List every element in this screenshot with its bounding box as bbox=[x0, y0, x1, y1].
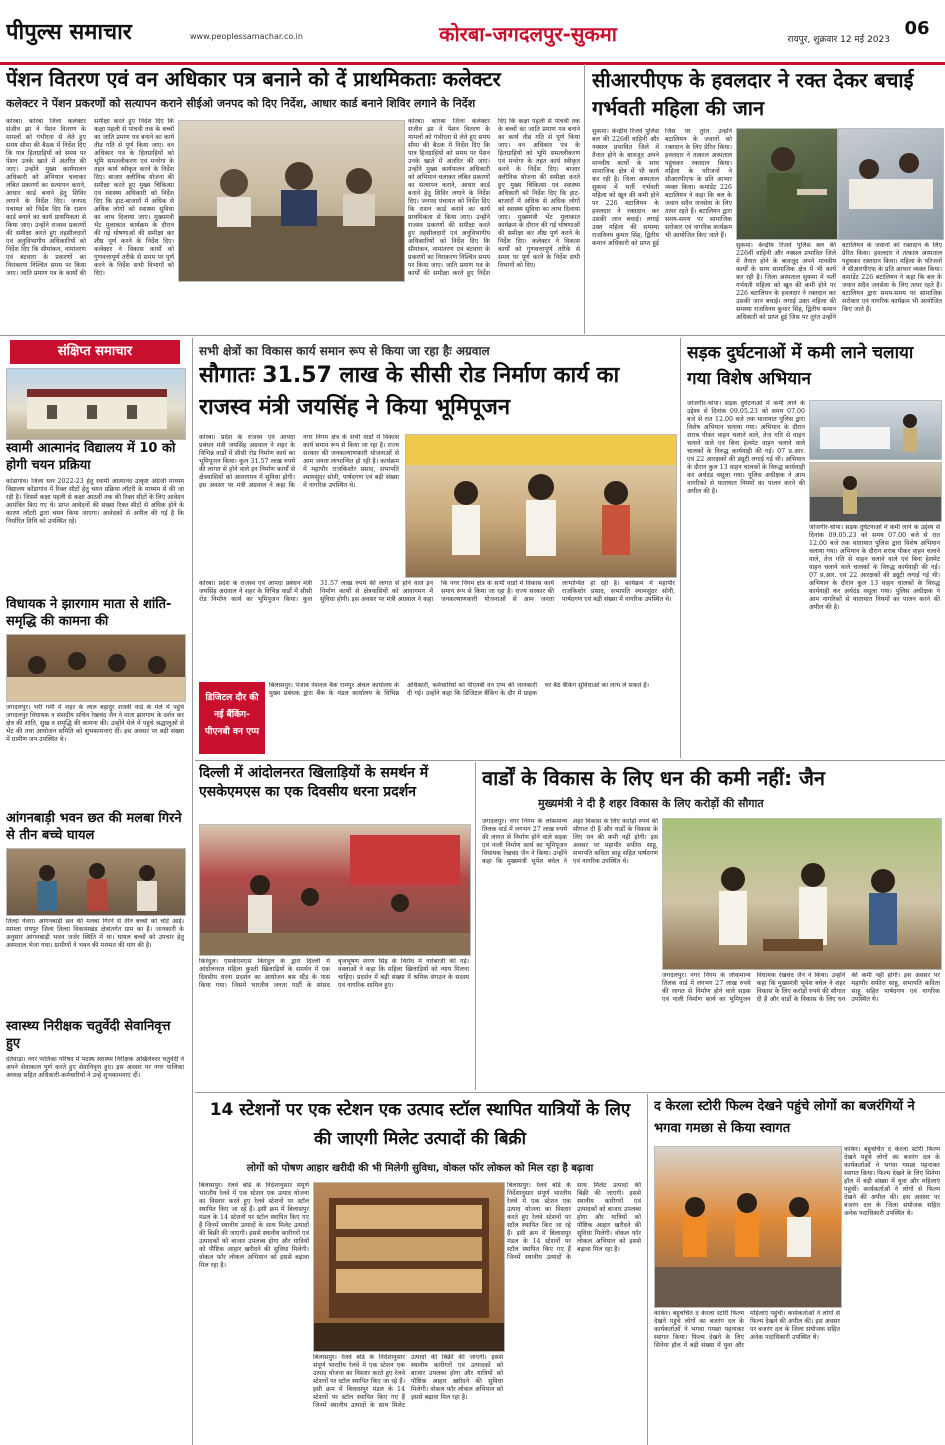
pension-headline: पेंशन वितरण एवं वन अधिकार पत्र बनाने को दें प्राथमिकताः कलेक्टर bbox=[6, 67, 501, 91]
millet-body-b: बिलासपुर। रेलवे बोर्ड के निर्देशानुसार संपूर्ण भारतीय रेलवे में एक स्टेशन एक उत्पाद योजना का विस्तार करते हुए रेलवे स्टेशनों पर स्टॉल स्थापित किए जा रहे हैं। इसी क्रम में बिलासपुर मंडल के 14 स्टेशनों पर स्टॉल स्थापित किए गए हैं जिनमें स्थानीय उत्पादों के साथ मिलेट उत्पादों की बिक्री की जाएगी। इससे स्थानीय कारीगरों एवं उत्पादकों को बाजार उपलब्ध होगा और यात्रियों को पौष्टिक आहार खरीदने की सुविधा मिलेगी। वोकल फॉर लोकल अभियान को इससे बढ़ावा मिल रहा है। bbox=[313, 1354, 503, 1409]
pnb-body: बिलासपुर। पंजाब नेशनल बैंक रामपुर अंचल कार्यालय के मुख्य प्रबंधक द्वारा बैंक के मंडल कार्यालय के विभिन्न अधिकारी, कर्मचारियों को पीएनबी वन एप्प की जानकारी दी गई। उन्होंने कहा कि डिजिटल बैंकिंग के दौर में ग्राहक घर बैठे बैंकिंग सुविधाओं का लाभ ले सकते हैं। bbox=[269, 682, 649, 697]
cc-road-body-top: कोरबा। प्रदेश के राजस्व एवं आपदा प्रबंधन मंत्री जयसिंह अग्रवाल ने शहर के विभिन्न वार्डों में सीसी रोड निर्माण कार्य का भूमिपूजन किया। कुल 31.57 लाख रुपये की लागत से होने वाले इन निर्माण कार्यों से क्षेत्रवासियों को आवागमन में सुविधा होगी। इस अवसर पर मंत्री अग्रवाल ने कहा कि नगर निगम क्षेत्र के सभी वार्डों में विकास कार्य समान रूप से किया जा रहा है। राज्य सरकार की जनकल्याणकारी योजनाओं से आम जनता लाभान्वित हो रही है। कार्यक्रम में महापौर राजकिशोर प्रसाद, सभापति श्यामसुंदर सोनी, पार्षदगण एवं बड़ी संख्या में नागरिक उपस्थित थे। bbox=[199, 434, 399, 489]
stall-illustration bbox=[314, 1183, 504, 1351]
road-illustration bbox=[810, 463, 941, 521]
divider bbox=[195, 1092, 945, 1093]
crowd-illustration bbox=[7, 635, 185, 701]
pension-body-left: कोरबा। कोरबा जिला कलेक्टर संजीव झा ने पेंशन वितरण के मामलों को गंभीरता से लेते हुए समय सीमा की बैठक में निर्देश दिए कि पात्र हितग्राहियों को समय पर पेंशन उनके खाते में अंतरित की जाए। उन्होंने मुख्य कार्यपालन अधिकारी को अभियान चलाकर लंबित प्रकरणों का सत्यापन कराने, आधार कार्ड बनाने हेतु शिविर लगाने के निर्देश दिए। जनपद पंचायत को निर्देश दिए कि राशन कार्ड बनाने का कार्य प्राथमिकता से किया जाए। उन्होंने राजस्व प्रकरणों की समीक्षा करते हुए तहसीलदारों एवं अनुविभागीय अधिकारियों को निर्देश दिए कि सीमांकन, नामांतरण एवं बंटवारा के प्रकरणों का निराकरण निश्चित समय पर किया जाए। जाति प्रमाण पत्र के कार्यों की समीक्षा करते हुए निर्देश दिए कि कक्षा पहली से पांचवी तक के बच्चों का जाति प्रमाण पत्र बनाने का कार्य तीव्र गति से पूर्ण किया जाए। वन अधिकार पत्र के हितग्राहियों को भूमि समतलीकरण एवं मनरेगा के तहत कार्य स्वीकृत करने के निर्देश दिए। बाजार क्लीनिक योजना की समीक्षा करते हुए मुख्य चिकित्सा एवं स्वास्थ्य अधिकारी को निर्देश दिए कि हाट-बाजारों में अधिक से अधिक लोगों को स्वास्थ्य सुविधा का लाभ दिलाया जाए। मुख्यमंत्री भेंट मुलाकात कार्यक्रम के दौरान की गई घोषणाओं की समीक्षा कर शीघ्र पूर्ण करने के निर्देश दिए। कलेक्टर ने विकास कार्यों को गुणवत्तापूर्ण तरीके से समय पर पूर्ण करने के निर्देश सभी विभागों को दिए। bbox=[6, 118, 174, 277]
protest-story bbox=[195, 762, 473, 1090]
millet-headline: 14 स्टेशनों पर एक स्टेशन एक उत्पाद स्टॉल स्थापित यात्रियों के लिए की जाएगी मिलेट उत्पादों की बिक्री bbox=[209, 1100, 631, 1149]
divider bbox=[195, 760, 945, 761]
page-number: 06 bbox=[904, 18, 930, 39]
kerala-story bbox=[650, 1094, 944, 1445]
divider bbox=[0, 335, 945, 336]
masthead bbox=[0, 0, 945, 65]
road-safety-body-b: जांजगीर-चांपा। सड़क दुर्घटनाओं में कमी लाने के उद्देश्य से दिनांक 09.05.23 को समय 07.00 बजे से रात 12.00 बजे तक यातायात पुलिस द्वारा विशेष अभियान चलाया गया। अभियान के दौरान शराब पीकर वाहन चलाने वाले, तेज गति से वाहन चलाने वाले एवं बिना हेलमेट वाहन चलाने वाले चालकों के विरुद्ध कार्यवाही की गई। 07 प्र.आर. एवं 22 आरक्षकों की ड्यूटी लगाई गई थी। अभियान के दौरान कुल 13 वाहन चालकों के विरुद्ध कार्यवाही कर अर्थदंड वसूला गया। पुलिस अधीक्षक ने आम नागरिकों से यातायात नियमों का पालन करने की अपील की है। bbox=[809, 524, 940, 611]
divider bbox=[475, 762, 476, 1090]
road-safety-headline: सड़क दुर्घटनाओं में कमी लाने चलाया गया विशेष अभियान bbox=[687, 343, 914, 389]
vehicle-check-illustration bbox=[810, 401, 941, 459]
wards-story bbox=[478, 762, 944, 1090]
dharna-illustration bbox=[200, 825, 470, 955]
school-photo bbox=[6, 368, 186, 440]
protest-headline: दिल्ली में आंदोलनरत खिलाड़ियों के समर्थन में एसकेएमएस का एक दिवसीय धरना प्रदर्शन bbox=[199, 765, 429, 800]
brief4-headline: स्वास्थ्य निरीक्षक चतुर्वेदी सेवानिवृत्त हुए bbox=[6, 1019, 171, 1051]
temple-photo bbox=[6, 634, 186, 702]
bhoomipujan-photo bbox=[405, 434, 677, 578]
brief3-body: तिल्दा नेवरा। आंगनबाड़ी छत की मलबा गिरने से तीन बच्चों को चोटें आईं। मामला रायपुर जिला तिल्दा विकासखंड क्षेत्रांतर्गत ग्राम का है। जानकारी के अनुसार आंगनबाड़ी भवन जर्जर स्थिति में था। घायल बच्चों को उपचार हेतु अस्पताल भेजा गया। ग्रामीणों ने भवन की मरम्मत की मांग की है। bbox=[6, 918, 184, 949]
brief3-headline: आंगनबाड़ी भवन छत की मलबा गिरने से तीन बच्चे घायल bbox=[6, 811, 182, 843]
divider bbox=[680, 338, 681, 758]
divider bbox=[192, 338, 193, 1445]
wards-body-b: जगदलपुर। नगर निगम के लोकमान्य तिलक वार्ड में लगभग 27 लाख रुपये की लागत से निर्माण होने वाले सड़क एवं नाली निर्माण कार्य का भूमिपूजन विधायक रेखचंद जैन ने किया। उन्होंने कहा कि मुख्यमंत्री भूपेश बघेल ने शहर विकास के लिए करोड़ों रुपये की सौगात दी है और वार्डों के विकास के लिए धन की कमी नहीं होगी। इस अवसर पर महापौर सफीरा साहू, सभापति कविता साहू सहित पार्षदगण एवं नागरिक उपस्थित थे। bbox=[662, 972, 940, 1003]
kerala-body-a: कांकेर। बहुचर्चित द केरला स्टोरी फिल्म देखने पहुंचे लोगों का बजरंग दल के कार्यकर्ताओं ने भगवा गमछा पहनाकर स्वागत किया। फिल्म देखने के लिए सिनेमा हॉल में बड़ी संख्या में युवा और महिलाएं पहुंचीं। कार्यकर्ताओं ने लोगों से फिल्म देखने की अपील की। इस अवसर पर बजरंग दल के जिला संयोजक सहित अनेक पदाधिकारी उपस्थित थे। bbox=[844, 1146, 940, 1217]
ward-bhoomipujan-photo bbox=[662, 818, 942, 970]
wards-subhead: मुख्यमंत्री ने दी है शहर विकास के लिए करोड़ों की सौगात bbox=[538, 797, 764, 810]
cc-road-body-bottom: कोरबा। प्रदेश के राजस्व एवं आपदा प्रबंधन मंत्री जयसिंह अग्रवाल ने शहर के विभिन्न वार्डों में सीसी रोड निर्माण कार्य का भूमिपूजन किया। कुल 31.57 लाख रुपये की लागत से होने वाले इन निर्माण कार्यों से क्षेत्रवासियों को आवागमन में सुविधा होगी। इस अवसर पर मंत्री अग्रवाल ने कहा कि नगर निगम क्षेत्र के सभी वार्डों में विकास कार्य समान रूप से किया जा रहा है। राज्य सरकार की जनकल्याणकारी योजनाओं से आम जनता लाभान्वित हो रही है। कार्यक्रम में महापौर राजकिशोर प्रसाद, सभापति श्यामसुंदर सोनी, पार्षदगण एवं बड़ी संख्या में नागरिक उपस्थित थे। bbox=[199, 580, 675, 603]
divider bbox=[584, 64, 585, 334]
crpf-story bbox=[588, 64, 944, 334]
road-safety-body-a: जांजगीर-चांपा। सड़क दुर्घटनाओं में कमी लाने के उद्देश्य से दिनांक 09.05.23 को समय 07.00 बजे से रात 12.00 बजे तक यातायात पुलिस द्वारा विशेष अभियान चलाया गया। अभियान के दौरान शराब पीकर वाहन चलाने वाले, तेज गति से वाहन चलाने वाले एवं बिना हेलमेट वाहन चलाने वाले चालकों के विरुद्ध कार्यवाही की गई। 07 प्र.आर. एवं 22 आरक्षकों की ड्यूटी लगाई गई थी। अभियान के दौरान कुल 13 वाहन चालकों के विरुद्ध कार्यवाही कर अर्थदंड वसूला गया। पुलिस अधीक्षक ने आम नागरिकों से यातायात नियमों का पालन करने की अपील की है। bbox=[687, 400, 805, 495]
cinema-photo bbox=[654, 1146, 842, 1308]
police-photo-2 bbox=[809, 462, 942, 522]
kerala-headline: द केरला स्टोरी फिल्म देखने पहुंचे लोगों का बजरंगियों ने भगवा गमछा से किया स्वागत bbox=[654, 1099, 915, 1136]
crpf-headline: सीआरपीएफ के हवलदार ने रक्त देकर बचाई गर्भवती महिला की जान bbox=[592, 68, 914, 120]
millet-stall-photo bbox=[313, 1182, 505, 1352]
millet-subhead: लोगों को पोषण आहार खरीदी की भी मिलेगी सुविधा, वोकल फॉर लोकल को मिल रहा है बढ़ावा bbox=[246, 1163, 594, 1174]
crpf-body-b: सुकमा। केन्द्रीय रिजर्व पुलिस बल की 226वीं वाहिनी और नक्सल प्रभावित जिले में तैनात होने के बावजूद अपने मानवीय कार्यों के साथ सामाजिक क्षेत्र में भी कार्य कर रही है। जिला अस्पताल सुकमा में भर्ती गर्भवती महिला को खून की कमी होने पर 226 बटालियन के हवलदार ने रक्तदान कर उसकी जान बचाई। लगाई उक्त महिला की समस्या राजविनय कुमार सिंह, द्वितीय कमान अधिकारी को प्राप्त हुई जिस पर तुरंत उन्होंने बटालियन के जवानों को रक्तदान के लिए प्रेरित किया। हवलदार ने तत्काल अस्पताल पहुंचकर रक्तदान किया। महिला के परिजनों ने सीआरपीएफ के प्रति आभार व्यक्त किया। कमांडेंट 226 बटालियन ने कहा कि बल के जवान सदैव जनसेवा के लिए तत्पर रहते हैं। बटालियन द्वारा समय-समय पर सामाजिक सरोकार एवं नागरिक कार्यक्रम भी आयोजित किए जाते हैं। bbox=[736, 242, 942, 321]
pension-body-right: कोरबा। कोरबा जिला कलेक्टर संजीव झा ने पेंशन वितरण के मामलों को गंभीरता से लेते हुए समय सीमा की बैठक में निर्देश दिए कि पात्र हितग्राहियों को समय पर पेंशन उनके खाते में अंतरित की जाए। उन्होंने मुख्य कार्यपालन अधिकारी को अभियान चलाकर लंबित प्रकरणों का सत्यापन कराने, आधार कार्ड बनाने हेतु शिविर लगाने के निर्देश दिए। जनपद पंचायत को निर्देश दिए कि राशन कार्ड बनाने का कार्य प्राथमिकता से किया जाए। उन्होंने राजस्व प्रकरणों की समीक्षा करते हुए तहसीलदारों एवं अनुविभागीय अधिकारियों को निर्देश दिए कि सीमांकन, नामांतरण एवं बंटवारा के प्रकरणों का निराकरण निश्चित समय पर किया जाए। जाति प्रमाण पत्र के कार्यों की समीक्षा करते हुए निर्देश दिए कि कक्षा पहली से पांचवी तक के बच्चों का जाति प्रमाण पत्र बनाने का कार्य तीव्र गति से पूर्ण किया जाए। वन अधिकार पत्र के हितग्राहियों को भूमि समतलीकरण एवं मनरेगा के तहत कार्य स्वीकृत करने के निर्देश दिए। बाजार क्लीनिक योजना की समीक्षा करते हुए मुख्य चिकित्सा एवं स्वास्थ्य अधिकारी को निर्देश दिए कि हाट-बाजारों में अधिक से अधिक लोगों को स्वास्थ्य सुविधा का लाभ दिलाया जाए। मुख्यमंत्री भेंट मुलाकात कार्यक्रम के दौरान की गई घोषणाओं की समीक्षा कर शीघ्र पूर्ण करने के निर्देश दिए। कलेक्टर ने विकास कार्यों को गुणवत्तापूर्ण तरीके से समय पर पूर्ण करने के निर्देश सभी विभागों को दिए। bbox=[408, 118, 580, 277]
protest-body: किरंदुल। एसकेएमएस किरंदुल के द्वारा दिल्ली में आंदोलनरत महिला कुश्ती खिलाड़ियों के समर्थन में एक दिवसीय धरना प्रदर्शन का आयोजन बस स्टैंड के पास किया गया। जिसमें भारतीय जनता पार्टी के सांसद बृजभूषण शरण सिंह के विरोध में नारेबाजी की गई। वक्ताओं ने कहा कि महिला खिलाड़ियों को न्याय मिलना चाहिए। प्रदर्शन में बड़ी संख्या में श्रमिक संगठन के सदस्य एवं नागरिक शामिल हुए। bbox=[199, 958, 469, 989]
brief2-headline: विधायक ने झारगाम माता से शांति-समृद्धि की कामना की bbox=[6, 597, 172, 629]
saffron-crowd-illustration bbox=[655, 1147, 841, 1307]
road-safety-story bbox=[683, 338, 944, 758]
millet-story bbox=[195, 1094, 645, 1445]
hospital-illustration bbox=[839, 129, 943, 239]
digital-line-3: पीएनबी वन एप्प bbox=[204, 727, 259, 737]
hospital-photo bbox=[838, 128, 944, 240]
wards-headline: वार्डों के विकास के लिए धन की कमी नहीं: जैन bbox=[482, 766, 826, 790]
brief2-body: जगदलपुर। भरी गर्मी में शहर के लाल बहादुर शास्त्री वार्ड के मेले में पहुंचे जगदलपुर विधायक व संसदीय सचिव रेखचंद जैन ने माता झारगाम के दर्शन कर क्षेत्र की शांति, सुख व समृद्धि की कामना की। उन्होंने मेले में पहुंचे श्रद्धालुओं से भेंट की तथा आयोजन समिति को शुभकामनाएं दीं। इस अवसर पर बड़ी संख्या में ग्रामीण जन उपस्थित थे। bbox=[6, 704, 184, 743]
digital-line-1: डिजिटल दौर की bbox=[205, 693, 259, 703]
blood-donation-photo bbox=[736, 128, 838, 240]
wards-body-a: जगदलपुर। नगर निगम के लोकमान्य तिलक वार्ड में लगभग 27 लाख रुपये की लागत से निर्माण होने वाले सड़क एवं नाली निर्माण कार्य का भूमिपूजन विधायक रेखचंद जैन ने किया। उन्होंने कहा कि मुख्यमंत्री भूपेश बघेल ने शहर विकास के लिए करोड़ों रुपये की सौगात दी है और वार्डों के विकास के लिए धन की कमी नहीं होगी। इस अवसर पर महापौर सफीरा साहू, सभापति कविता साहू सहित पार्षदगण एवं नागरिक उपस्थित थे। bbox=[482, 818, 658, 865]
cc-road-headline: सौगातः 31.57 लाख के सीसी रोड निर्माण कार्य का राजस्व मंत्री जयसिंह ने किया भूमिपूजन bbox=[199, 363, 620, 420]
cc-road-kicker: सभी क्षेत्रों का विकास कार्य समान रूप से किया जा रहा हैः अग्रवाल bbox=[199, 344, 490, 358]
meeting-photo bbox=[178, 120, 405, 282]
children-illustration bbox=[7, 849, 185, 915]
school-illustration bbox=[7, 369, 185, 439]
digital-banking-box[interactable] bbox=[199, 682, 265, 754]
ceremony-illustration bbox=[406, 435, 676, 577]
brief1-headline: स्वामी आत्मानंद विद्यालय में 10 को होगी चयन प्रक्रिया bbox=[6, 441, 176, 473]
brief4-body: दंतेवाड़ा। नगर पालिका परिषद में पदस्थ स्वास्थ्य निरीक्षक अखिलेश्वर चतुर्वेदी ने अपने सेवाकाल पूर्ण करते हुए सेवानिवृत्त हुए। इस अवसर पर नगर पालिका अध्यक्ष सहित अधिकारी-कर्मचारियों ने उन्हें शुभकामनाएं दीं। bbox=[6, 1056, 184, 1079]
millet-body-a: बिलासपुर। रेलवे बोर्ड के निर्देशानुसार संपूर्ण भारतीय रेलवे में एक स्टेशन एक उत्पाद योजना का विस्तार करते हुए रेलवे स्टेशनों पर स्टॉल स्थापित किए जा रहे हैं। इसी क्रम में बिलासपुर मंडल के 14 स्टेशनों पर स्टॉल स्थापित किए गए हैं जिनमें स्थानीय उत्पादों के साथ मिलेट उत्पादों की बिक्री की जाएगी। इससे स्थानीय कारीगरों एवं उत्पादकों को बाजार उपलब्ध होगा और यात्रियों को पौष्टिक आहार खरीदने की सुविधा मिलेगी। वोकल फॉर लोकल अभियान को इससे बढ़ावा मिल रहा है। bbox=[199, 1182, 309, 1269]
brief1-body: कोंडागांव। जिला स्तर 2022-23 हेतु स्वामी आत्मानंद उत्कृष्ट अंग्रेजी माध्यम विद्यालय कोंडागांव में रिक्त सीटों हेतु चयन प्रक्रिया लॉटरी के माध्यम से की जा रही है। जिसमें कक्षा पहली से कक्षा आठवीं तक की रिक्त सीटों के लिए आवेदन आमंत्रित किए गए थे। प्राप्त आवेदनों की संख्या रिक्त सीटों से अधिक होने के कारण लॉटरी द्वारा चयन किया जाएगा। आवेदकों से अपील की गई है कि निर्धारित तिथि को उपस्थित रहें। bbox=[6, 478, 184, 525]
police-photo-1 bbox=[809, 400, 942, 460]
cc-road-story bbox=[195, 338, 678, 758]
divider bbox=[647, 1094, 648, 1445]
meeting-illustration bbox=[179, 121, 404, 281]
anganwadi-photo bbox=[6, 848, 186, 916]
briefs-header: संक्षिप्त समाचार bbox=[10, 340, 180, 364]
pension-subhead: कलेक्टर ने पेंशन प्रकरणों को सत्यापन कराने सीईओ जनपद को दिए निर्देश, आधार कार्ड बनाने शिविर लगाने के निर्देश bbox=[6, 97, 476, 110]
soldier-illustration bbox=[737, 129, 837, 239]
crpf-body-a: सुकमा। केन्द्रीय रिजर्व पुलिस बल की 226वीं वाहिनी और नक्सल प्रभावित जिले में तैनात होने के बावजूद अपने मानवीय कार्यों के साथ सामाजिक क्षेत्र में भी कार्य कर रही है। जिला अस्पताल सुकमा में भर्ती गर्भवती महिला को खून की कमी होने पर 226 बटालियन के हवलदार ने रक्तदान कर उसकी जान बचाई। लगाई उक्त महिला की समस्या राजविनय कुमार सिंह, द्वितीय कमान अधिकारी को प्राप्त हुई जिस पर तुरंत उन्होंने बटालियन के जवानों को रक्तदान के लिए प्रेरित किया। हवलदार ने तत्काल अस्पताल पहुंचकर रक्तदान किया। महिला के परिजनों ने सीआरपीएफ के प्रति आभार व्यक्त किया। कमांडेंट 226 बटालियन ने कहा कि बल के जवान सदैव जनसेवा के लिए तत्पर रहते हैं। बटालियन द्वारा समय-समय पर सामाजिक सरोकार एवं नागरिक कार्यक्रम भी आयोजित किए जाते हैं। bbox=[592, 128, 732, 247]
dateline: रायपुर, शुक्रवार 12 मई 2023 bbox=[787, 35, 890, 45]
section-banner: कोरबा-जगदलपुर-सुकमा bbox=[439, 22, 617, 46]
pension-story bbox=[0, 64, 583, 332]
digital-line-2: नई बैंकिंग- bbox=[214, 710, 250, 720]
millet-body-c: बिलासपुर। रेलवे बोर्ड के निर्देशानुसार संपूर्ण भारतीय रेलवे में एक स्टेशन एक उत्पाद योजना का विस्तार करते हुए रेलवे स्टेशनों पर स्टॉल स्थापित किए जा रहे हैं। इसी क्रम में बिलासपुर मंडल के 14 स्टेशनों पर स्टॉल स्थापित किए गए हैं जिनमें स्थानीय उत्पादों के साथ मिलेट उत्पादों की बिक्री की जाएगी। इससे स्थानीय कारीगरों एवं उत्पादकों को बाजार उपलब्ध होगा और यात्रियों को पौष्टिक आहार खरीदने की सुविधा मिलेगी। वोकल फॉर लोकल अभियान को इससे बढ़ावा मिल रहा है। bbox=[507, 1182, 641, 1261]
kerala-body-b: कांकेर। बहुचर्चित द केरला स्टोरी फिल्म देखने पहुंचे लोगों का बजरंग दल के कार्यकर्ताओं ने भगवा गमछा पहनाकर स्वागत किया। फिल्म देखने के लिए सिनेमा हॉल में बड़ी संख्या में युवा और महिलाएं पहुंचीं। कार्यकर्ताओं ने लोगों से फिल्म देखने की अपील की। इस अवसर पर बजरंग दल के जिला संयोजक सहित अनेक पदाधिकारी उपस्थित थे। bbox=[654, 1310, 840, 1349]
protest-photo bbox=[199, 824, 471, 956]
logo[interactable]: पीपुल्स समाचार bbox=[6, 20, 132, 45]
website-link[interactable]: www.peoplessamachar.co.in bbox=[190, 32, 303, 41]
ward-ceremony-illustration bbox=[663, 819, 941, 969]
briefs-column bbox=[0, 338, 190, 1445]
